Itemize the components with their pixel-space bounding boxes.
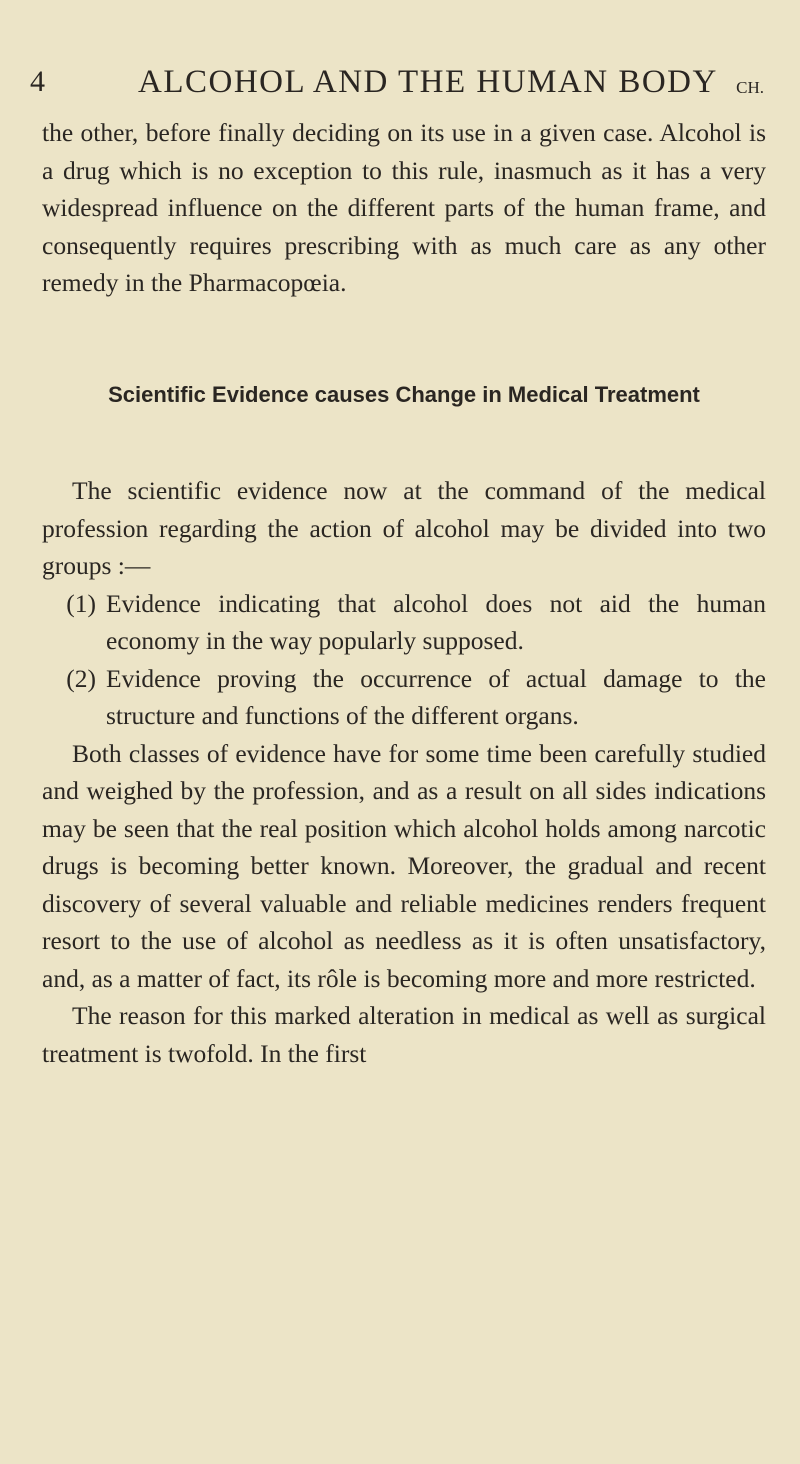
evidence-group-item <box>42 585 766 660</box>
evidence-group-number: (1) <box>66 588 96 618</box>
reason-paragraph: The reason for this marked alteration in medical as well as surgical treatment is twofold. In the first <box>42 1001 766 1068</box>
continuation-block <box>42 114 766 302</box>
section-body <box>42 472 766 1072</box>
evidence-group-text: Evidence indicating that alcohol does not aid the human economy in the way popularly supposed. <box>106 588 766 655</box>
page-number: 4 <box>30 65 45 98</box>
evidence-group-item <box>42 660 766 735</box>
intro-paragraph: The scientific evidence now at the command of the medical profession regarding the action of alcohol may be divided into two groups :— <box>42 476 766 580</box>
both-classes-paragraph: Both classes of evidence have for some time been carefully studied and weighed by the profession, and as a result on all sides indications may be seen that the real position which alcohol holds among narcotic drugs is becoming better known. Moreover, the gradual and recent discovery of several valuable and reliable medicines renders frequent resort to the use of alcohol as needless as it is often unsatisfactory, and, as a matter of fact, its rôle is becoming more and more restricted. <box>42 738 766 993</box>
chapter-abbrev: CH. <box>736 78 764 97</box>
evidence-group-number: (2) <box>66 663 96 693</box>
running-title: ALCOHOL AND THE HUMAN BODY <box>138 64 718 100</box>
continuation-paragraph: the other, before finally deciding on its use in a given case. Alcohol is a drug which is no exception to this rule, inasmuch as it has a very widespread influence on the different parts of the human frame, and consequently requires prescribing with as much care as any other remedy in the Pharmacopœia. <box>42 118 766 297</box>
section-heading: Scientific Evidence causes Change in Medical Treatment <box>108 382 700 407</box>
evidence-group-text: Evidence proving the occurrence of actual damage to the structure and functions of the different organs. <box>106 663 766 730</box>
running-head <box>30 62 766 106</box>
